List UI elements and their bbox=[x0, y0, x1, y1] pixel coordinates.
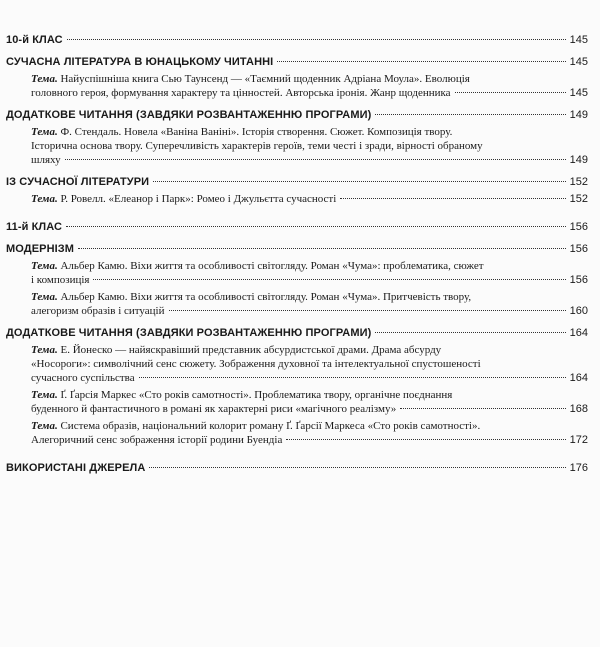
toc-topic-line: Тема. Ґ. Ґарсія Маркес «Сто років самотності». Проблематика твору, органічне поєднання bbox=[31, 389, 453, 401]
toc-topic-last-line bbox=[31, 192, 588, 206]
toc-page-number: 149 bbox=[569, 154, 588, 166]
toc-heading-text: ІЗ СУЧАСНОЇ ЛІТЕРАТУРИ bbox=[6, 176, 150, 188]
toc-topic-text: буденного й фантастичного в романі як характерні риси «магічного реалізму» bbox=[31, 403, 397, 415]
topic-label: Тема. bbox=[31, 344, 61, 356]
dot-leader bbox=[340, 198, 565, 199]
toc-page-number: 152 bbox=[569, 176, 588, 188]
toc-topic-last-line bbox=[31, 153, 588, 167]
toc-topic-entry[interactable] bbox=[6, 259, 588, 287]
toc-heading[interactable] bbox=[6, 242, 588, 256]
toc-page-number: 145 bbox=[569, 56, 588, 68]
toc-page-number: 156 bbox=[569, 243, 588, 255]
toc-heading[interactable] bbox=[6, 175, 588, 189]
toc-heading-text: ДОДАТКОВЕ ЧИТАННЯ (ЗАВДЯКИ РОЗВАНТАЖЕННЮ ПРОГРАМИ) bbox=[6, 109, 372, 121]
toc-page-number: 164 bbox=[569, 372, 588, 384]
toc-topic-entry[interactable] bbox=[6, 343, 588, 385]
toc-topic-entry[interactable] bbox=[6, 290, 588, 318]
toc-topic-text: сучасного суспільства bbox=[31, 372, 135, 384]
dot-leader bbox=[400, 408, 565, 409]
toc-page-number: 176 bbox=[569, 462, 588, 474]
toc-page-number: 168 bbox=[569, 403, 588, 415]
topic-label: Тема. bbox=[31, 126, 61, 138]
toc-topic-text: алегоризм образів і ситуацій bbox=[31, 305, 165, 317]
toc-topic-text: шляху bbox=[31, 154, 61, 166]
toc-heading[interactable] bbox=[6, 55, 588, 69]
dot-leader bbox=[277, 61, 565, 62]
toc-topic-last-line bbox=[31, 402, 588, 416]
topic-label: Тема. bbox=[31, 291, 61, 303]
topic-label: Тема. bbox=[31, 73, 61, 85]
toc-topic-line: Історична основа твору. Суперечливість характерів героїв, теми честі і зради, вірності обраному bbox=[31, 140, 483, 152]
toc-topic-text: Алегоричний сенс зображення історії родини Буендіа bbox=[31, 434, 283, 446]
toc-heading-text: СУЧАСНА ЛІТЕРАТУРА В ЮНАЦЬКОМУ ЧИТАННІ bbox=[6, 56, 274, 68]
dot-leader bbox=[66, 226, 566, 227]
toc-topic-entry[interactable] bbox=[6, 192, 588, 206]
toc-topic-last-line bbox=[31, 304, 588, 318]
topic-label: Тема. bbox=[31, 193, 61, 205]
toc-topic-entry[interactable] bbox=[6, 388, 588, 416]
toc-page-number: 145 bbox=[569, 87, 588, 99]
toc-page-number: 156 bbox=[569, 274, 588, 286]
toc-topic-entry[interactable] bbox=[6, 125, 588, 167]
toc-heading[interactable] bbox=[6, 33, 588, 47]
toc-topic-entry[interactable] bbox=[6, 72, 588, 100]
toc-topic-last-line bbox=[31, 371, 588, 385]
dot-leader bbox=[375, 332, 565, 333]
toc-page-number: 172 bbox=[569, 434, 588, 446]
toc-topic-line: Тема. Найуспішніша книга Сью Таунсенд — «Таємний щоденник Адріана Моула». Еволюція bbox=[31, 73, 470, 85]
toc-topic-line: Тема. Ф. Стендаль. Новела «Ваніна Ваніні». Історія створення. Сюжет. Композиція твору. bbox=[31, 126, 453, 138]
toc-heading[interactable] bbox=[6, 220, 588, 234]
toc-heading-text: 10-й КЛАС bbox=[6, 34, 63, 46]
toc-topic-last-line bbox=[31, 273, 588, 287]
toc-topic-line: «Носороги»: символічний сенс сюжету. Зображення духовної та інтелектуальної спустошеності bbox=[31, 358, 481, 370]
dot-leader bbox=[67, 39, 566, 40]
dot-leader bbox=[286, 439, 565, 440]
toc-topic-entry[interactable] bbox=[6, 419, 588, 447]
toc-page-number: 164 bbox=[569, 327, 588, 339]
dot-leader bbox=[65, 159, 566, 160]
toc-topic-line: Тема. Система образів, національний колорит роману Ґ. Ґарсії Маркеса «Сто років самотності». bbox=[31, 420, 481, 432]
toc-heading-text: ВИКОРИСТАНІ ДЖЕРЕЛА bbox=[6, 462, 146, 474]
toc-page-number: 156 bbox=[569, 221, 588, 233]
dot-leader bbox=[455, 92, 566, 93]
toc-topic-text: головного героя, формування характеру та цінностей. Авторська іронія. Жанр щоденника bbox=[31, 87, 451, 99]
toc-heading-text: МОДЕРНІЗМ bbox=[6, 243, 75, 255]
toc-topic-line: Тема. Альбер Камю. Віхи життя та особливості світогляду. Роман «Чума»: проблематика, сюжет bbox=[31, 260, 484, 272]
dot-leader bbox=[93, 279, 565, 280]
toc-page-number: 160 bbox=[569, 305, 588, 317]
toc-heading-text: 11-й КЛАС bbox=[6, 221, 63, 233]
dot-leader bbox=[153, 181, 565, 182]
topic-label: Тема. bbox=[31, 260, 61, 272]
dot-leader bbox=[169, 310, 566, 311]
toc-heading[interactable] bbox=[6, 108, 588, 122]
toc-heading-text: ДОДАТКОВЕ ЧИТАННЯ (ЗАВДЯКИ РОЗВАНТАЖЕННЮ ПРОГРАМИ) bbox=[6, 327, 372, 339]
dot-leader bbox=[139, 377, 566, 378]
toc-page-number: 149 bbox=[569, 109, 588, 121]
dot-leader bbox=[78, 248, 566, 249]
toc-page-number: 152 bbox=[569, 193, 588, 205]
toc-topic-last-line bbox=[31, 433, 588, 447]
toc-topic-line: Тема. Е. Йонеско — найяскравіший представник абсурдистської драми. Драма абсурду bbox=[31, 344, 442, 356]
topic-label: Тема. bbox=[31, 420, 61, 432]
toc-topic-text: і композиція bbox=[31, 274, 90, 286]
toc-topic-line: Тема. Альбер Камю. Віхи життя та особливості світогляду. Роман «Чума». Притчевість твору, bbox=[31, 291, 472, 303]
toc-heading[interactable] bbox=[6, 461, 588, 475]
dot-leader bbox=[375, 114, 565, 115]
toc-page-number: 145 bbox=[569, 34, 588, 46]
toc-topic-last-line bbox=[31, 86, 588, 100]
table-of-contents bbox=[6, 33, 588, 475]
toc-heading[interactable] bbox=[6, 326, 588, 340]
topic-label: Тема. bbox=[31, 389, 61, 401]
dot-leader bbox=[149, 467, 565, 468]
toc-topic-text: Тема. Р. Ровелл. «Елеанор і Парк»: Ромео і Джульєтта сучасності bbox=[31, 193, 337, 205]
